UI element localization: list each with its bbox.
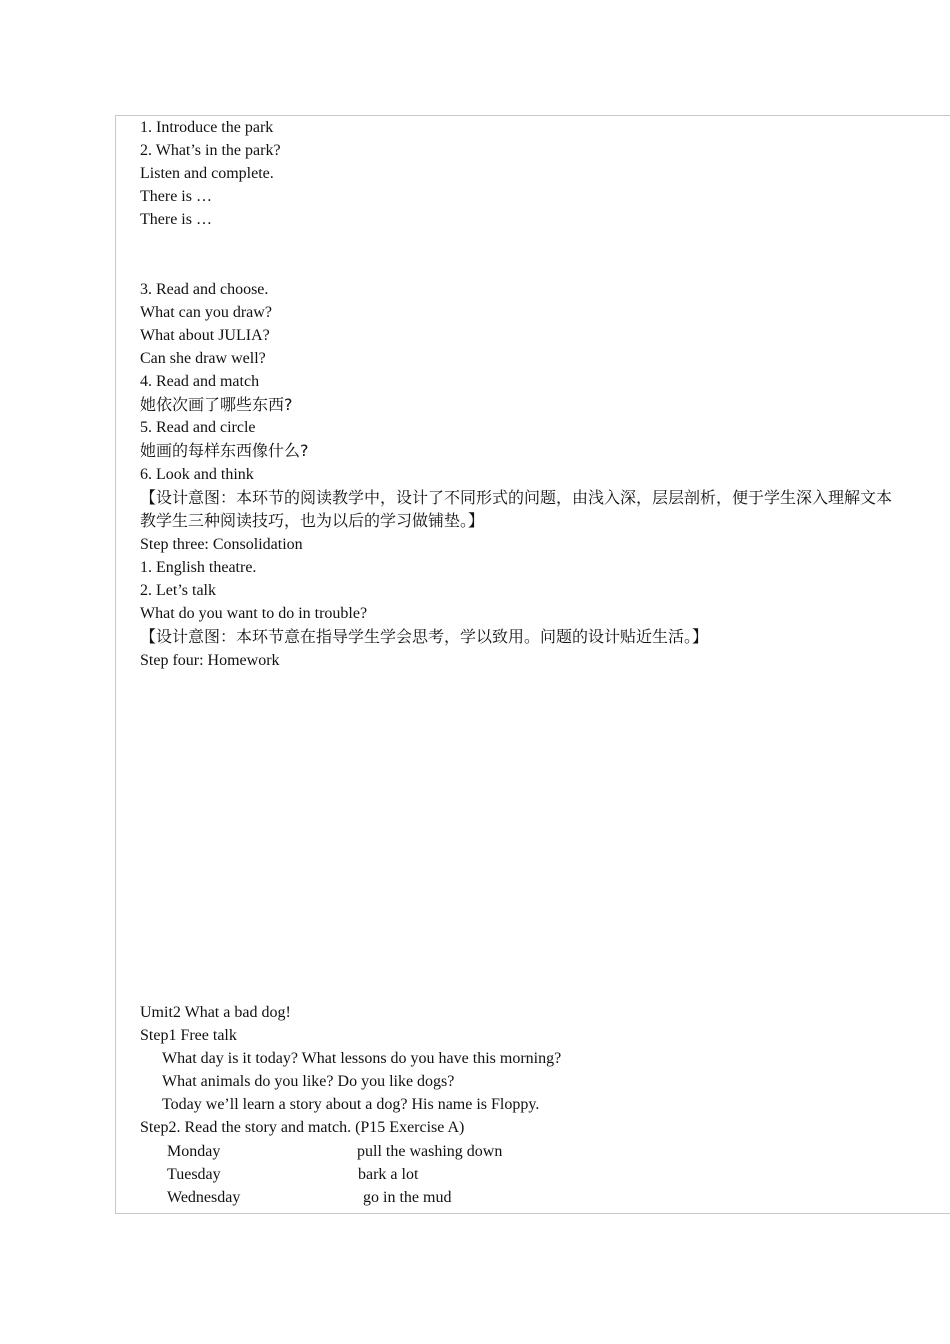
match-activity: bark a lot bbox=[358, 1166, 419, 1183]
step-heading: Step four: Homework bbox=[140, 652, 280, 669]
text-line: 她画的每样东西像什么? bbox=[140, 441, 309, 460]
match-day: Wednesday bbox=[167, 1189, 241, 1206]
text-line: 2. What’s in the park? bbox=[140, 142, 281, 159]
design-intent-note: 【设计意图：本环节的阅读教学中，设计了不同形式的问题，由浅入深，层层剖析，便于学生深入理解文本 bbox=[140, 488, 893, 507]
text-line: What about JULIA? bbox=[140, 327, 270, 344]
step-heading: Step1 Free talk bbox=[140, 1027, 237, 1044]
text-line: What can you draw? bbox=[140, 304, 272, 321]
text-line: Can she draw well? bbox=[140, 350, 266, 367]
text-line: 她依次画了哪些东西? bbox=[140, 395, 293, 414]
text-line: 5. Read and circle bbox=[140, 419, 256, 436]
text-line: There is … bbox=[140, 211, 212, 228]
text-line: 1. Introduce the park bbox=[140, 119, 274, 136]
text-line: 3. Read and choose. bbox=[140, 281, 269, 298]
unit-title: Umit2 What a bad dog! bbox=[140, 1004, 291, 1021]
match-day: Monday bbox=[167, 1143, 221, 1160]
text-line: 4. Read and match bbox=[140, 373, 260, 390]
text-line: 1. English theatre. bbox=[140, 559, 257, 576]
text-line: What animals do you like? Do you like dogs? bbox=[162, 1073, 455, 1090]
text-line: What do you want to do in trouble? bbox=[140, 605, 368, 622]
step-heading: Step2. Read the story and match. (P15 Exercise A) bbox=[140, 1119, 465, 1136]
text-line: Today we’ll learn a story about a dog? His name is Floppy. bbox=[162, 1096, 540, 1113]
match-activity: go in the mud bbox=[363, 1189, 452, 1206]
text-line: There is … bbox=[140, 188, 212, 205]
text-line: Listen and complete. bbox=[140, 165, 274, 182]
match-activity: pull the washing down bbox=[357, 1143, 503, 1160]
match-day: Tuesday bbox=[167, 1166, 221, 1183]
design-intent-note: 【设计意图：本环节意在指导学生学会思考，学以致用。问题的设计贴近生活。】 bbox=[140, 627, 709, 646]
text-line: What day is it today? What lessons do you have this morning? bbox=[162, 1050, 562, 1067]
text-line: 2. Let’s talk bbox=[140, 582, 216, 599]
step-heading: Step three: Consolidation bbox=[140, 536, 303, 553]
text-line: 6. Look and think bbox=[140, 466, 254, 483]
design-intent-note-continued: 教学生三种阅读技巧，也为以后的学习做铺垫。】 bbox=[140, 511, 485, 530]
